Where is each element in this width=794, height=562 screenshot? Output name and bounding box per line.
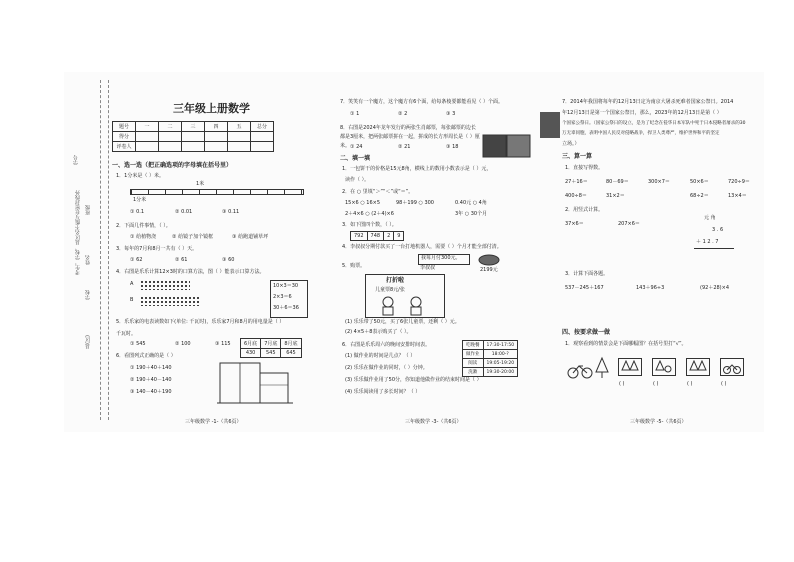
meter-value: 430 (241, 349, 261, 358)
price-label: 2199元 (480, 267, 498, 273)
margin-label-county: 县(区) (85, 335, 91, 349)
option: ② 给镜子加个镜框 (172, 234, 214, 240)
meter-head: 8月底 (281, 339, 301, 349)
option: ① 190＋40＋140 (130, 365, 172, 371)
seal-line-2 (108, 80, 109, 420)
people-icon (378, 296, 428, 316)
calc-item: 31×2＝ (606, 193, 625, 199)
option: ③ 60 (222, 257, 235, 263)
dragon-stamp-icon (482, 134, 532, 158)
calc-item: 68÷2＝ (690, 193, 709, 199)
question-text: (1) 做作业的时间是几点？（ ） (345, 353, 416, 359)
option: ② 61 (175, 257, 188, 263)
calc-item: 207×6＝ (618, 221, 640, 227)
option: ① 62 (130, 257, 143, 263)
question-text: 读作（ ）。 (345, 177, 370, 183)
option: ② 0.01 (175, 209, 193, 215)
ruler-left-label: 1分米 (133, 197, 147, 203)
dot-grid (140, 296, 200, 306)
digit-card: 2 (384, 232, 394, 241)
calc-line: 30＋6＝36 (273, 305, 299, 311)
seal-line (100, 80, 101, 420)
meter-head: 7月底 (261, 339, 281, 349)
calc-item: 537－245＋167 (565, 285, 604, 291)
option: ① 0.1 (130, 209, 145, 215)
question-text: 5．乐乐家的电表读数如下(单位: 千瓦时)，乐乐家7月和8月的用电量是（ ） (116, 319, 285, 325)
vertical-calc: ＋ 1 2 . 7 (696, 239, 719, 245)
score-cell: 题号 (113, 122, 136, 132)
tree-bike-icon (688, 360, 708, 374)
compare-item: 0.40元 ○ 4角 (455, 200, 487, 206)
score-cell: 四 (205, 122, 228, 132)
question-text: (2) 4×5＋8表示购买了（ ）。 (345, 329, 412, 335)
question-text: 7．笑笑有一个魔方，这个魔方有6个面，给每条棱要都能看见（ ）个面。 (340, 99, 503, 105)
margin-label-school: 学校 (85, 290, 91, 300)
schedule-cell: 吃晚餐 (463, 341, 484, 350)
score-table (112, 121, 274, 152)
calc-item: (92＋28)×4 (700, 285, 729, 291)
schedule-cell: 阅读 (463, 359, 484, 368)
compare-item: 3年 ○ 30个月 (455, 211, 488, 217)
intro-text: 立场。） (562, 141, 580, 147)
answer-paren[interactable]: ( ) (619, 381, 625, 387)
tree-bike-icon (620, 360, 640, 374)
question-text: (3) 乐乐做作业用了50分，你知道他做作业的结束时间是（ ） (345, 377, 482, 383)
option: ② 21 (398, 144, 411, 150)
schedule-cell: 19:05-19:20 (483, 359, 518, 368)
option: ③ 140－40＋190 (130, 389, 172, 395)
sign-title: 打折啦 (386, 277, 405, 284)
option: ② 2 (398, 111, 408, 117)
option: A (130, 281, 134, 287)
meter-value: 645 (281, 349, 301, 358)
question-text: 6．右图是乐乐周六的晚间安排时间表。 (342, 342, 431, 348)
digit-card: 9 (394, 232, 404, 241)
calc-item: 720÷9＝ (728, 179, 750, 185)
memorial-photo-icon (540, 112, 560, 138)
schedule-cell: 洗漱 (463, 368, 484, 377)
question-text: 2．下面几件事情，（ ）。 (116, 223, 171, 229)
calc-line: 10×3＝30 (273, 283, 299, 289)
robot-vacuum-icon (478, 254, 500, 266)
vertical-calc-rule (694, 248, 734, 249)
question-text: 1．1分米是（ ）米。 (116, 173, 164, 179)
option: ③ 3 (446, 111, 456, 117)
option: ① 1 (350, 111, 360, 117)
question-text: 千瓦时。 (116, 331, 137, 337)
compare-item: 98＋199 ○ 300 (396, 200, 434, 206)
question-text: 5．购票。 (342, 263, 366, 269)
meter-value: 545 (261, 349, 281, 358)
answer-paren[interactable]: ( ) (653, 381, 659, 387)
question-text: 8．右图是2024年龙年发行的两张生肖邮票，每张邮票的边长都是3厘米，把两张邮票拼在一起，拼成的长方形周长是（ ）厘米。 (340, 125, 480, 149)
score-cell: 总分 (251, 122, 274, 132)
option: ① 给植物浇 (130, 234, 157, 240)
intro-text: 年12月13日是第一个国家公祭日，那么，2023年的12月13日是第（ ） (562, 110, 722, 116)
question-text: 6．看图列式正确的是（ ） (116, 353, 176, 359)
question-text: 2．用竖式计算。 (565, 207, 604, 213)
calc-item: 13×4＝ (728, 193, 747, 199)
option: ③ 0.11 (222, 209, 240, 215)
schedule-cell: 做作业 (463, 350, 484, 359)
option: ③ 18 (446, 144, 459, 150)
section-heading: 一、选一选（把正确选项的字母填在括号里） (112, 162, 233, 169)
schedule-cell: 17:30-17:50 (483, 341, 518, 350)
question-text: (1) 乐乐带了50元，买了6张儿童票，还剩（ ）元。 (345, 319, 460, 325)
intro-text: 个国家公祭日。（国家公祭日的设立，是为了纪念在侵华日本军队中死于日本侵略者屠杀的30 (562, 121, 746, 126)
schedule-table (462, 340, 518, 377)
ruler (130, 189, 304, 195)
score-cell: 评卷人 (113, 142, 136, 152)
score-cell: 一 (136, 122, 159, 132)
option: ③ 115 (215, 341, 231, 347)
margin-note: 考生，学校、县区名不能写在密封线外 (75, 190, 81, 275)
option: ② 100 (175, 341, 191, 347)
ruler-label: 1米 (196, 181, 205, 187)
compare-item: 2＋4×6 ○ (2＋4)×6 (345, 211, 394, 217)
bike-icon (722, 362, 742, 374)
margin-label-class: 班级 (85, 205, 91, 215)
page-footer: 三年级数学 -3-（共6页） (405, 419, 462, 425)
page-title: 三年级上册数学 (173, 102, 250, 115)
digit-card: 792 (351, 232, 368, 241)
calc-line: 2×3＝6 (273, 294, 292, 300)
answer-paren[interactable]: ( ) (721, 381, 727, 387)
digit-card: 748 (367, 232, 384, 241)
calc-item: 400÷8＝ (565, 193, 587, 199)
question-text: 1．一包饼干的价格是15元8角，横线上的数用小数表示是（ ）元， (342, 166, 492, 172)
person-label: 李叔叔 (420, 265, 436, 271)
calc-item: 300×7＝ (648, 179, 670, 185)
schedule-cell: 18:00-? (483, 350, 518, 359)
vertical-calc: 3 . 6 (712, 227, 724, 233)
calc-item: 50×6＝ (690, 179, 709, 185)
question-text: 3．计算下面各题。 (565, 271, 609, 277)
question-text: 1．直接写得数。 (565, 165, 604, 171)
calc-item: 37×6＝ (565, 221, 584, 227)
schedule-cell: 19:30-20:00 (483, 368, 518, 377)
question-text: 3．如下图四个数，（ ）。 (342, 222, 397, 228)
calc-item: 27＋16＝ (565, 179, 588, 185)
option: ① 24 (350, 144, 363, 150)
score-cell: 得分 (113, 132, 136, 142)
calc-item: 143＋96÷3 (636, 285, 665, 291)
scene-icon (566, 354, 612, 380)
section-heading: 二、填一填 (340, 155, 371, 162)
tree-bike-icon (654, 360, 674, 374)
margin-label-id: 学号 (73, 155, 79, 165)
section-heading: 四、按要求做一做 (562, 329, 611, 336)
page-footer: 三年级数学 -1-（共6页） (185, 419, 242, 425)
score-cell: 二 (159, 122, 182, 132)
section-heading: 三、算一算 (562, 153, 593, 160)
option: ③ 给跑道铺草坪 (232, 234, 269, 240)
meter-head: 6月底 (241, 339, 261, 349)
option: ① 545 (130, 341, 146, 347)
question-text: 2．在 ○ 里填“＞”“＜”或“＝”。 (342, 189, 414, 195)
page-footer: 三年级数学 -5-（共6页） (630, 419, 687, 425)
option: B (130, 297, 134, 303)
question-text: (2) 乐乐在做作业的同时，（ ）分钟。 (345, 365, 428, 371)
question-text: 1．观察看到的情景会是下面哪幅图？在括号里打“√”。 (565, 341, 687, 347)
margin-label-name: 姓名 (85, 255, 91, 265)
compare-item: 15×6 ○ 16×5 (345, 200, 381, 206)
speech-text: 我每月付300元。 (421, 255, 461, 261)
answer-paren[interactable]: ( ) (687, 381, 693, 387)
question-text: (4) 乐乐阅读用了多长时间？（ ） (345, 389, 421, 395)
score-cell: 五 (228, 122, 251, 132)
option: ② 190＋40－140 (130, 377, 172, 383)
intro-text: 万无辜同胞，表明中国人民反对侵略战争，捍卫人类尊严，维护世界和平的坚定 (562, 131, 720, 136)
digit-cards (350, 231, 404, 241)
question-text: 4．右图是乐乐计算12×3时的口算方法，图（ ）能表示口算方法。 (116, 269, 265, 275)
question-text: 3．每年的7月和8月一共有（ ）天。 (116, 246, 198, 252)
calc-item: 80－69＝ (606, 179, 629, 185)
score-cell: 三 (182, 122, 205, 132)
building-icon (215, 355, 295, 405)
sign-subtitle: 儿童票8元/张 (375, 287, 405, 293)
intro-text: 7．2014年我国将每年的12月13日定为南京大屠杀死难者国家公祭日。2014 (562, 99, 734, 105)
dot-grid (140, 280, 190, 290)
question-text: 4．李叔叔分期付款买了一台打地机器人，需要（ ）个月才能全部付清。 (342, 244, 502, 250)
vertical-calc: 元 角 (704, 215, 716, 221)
